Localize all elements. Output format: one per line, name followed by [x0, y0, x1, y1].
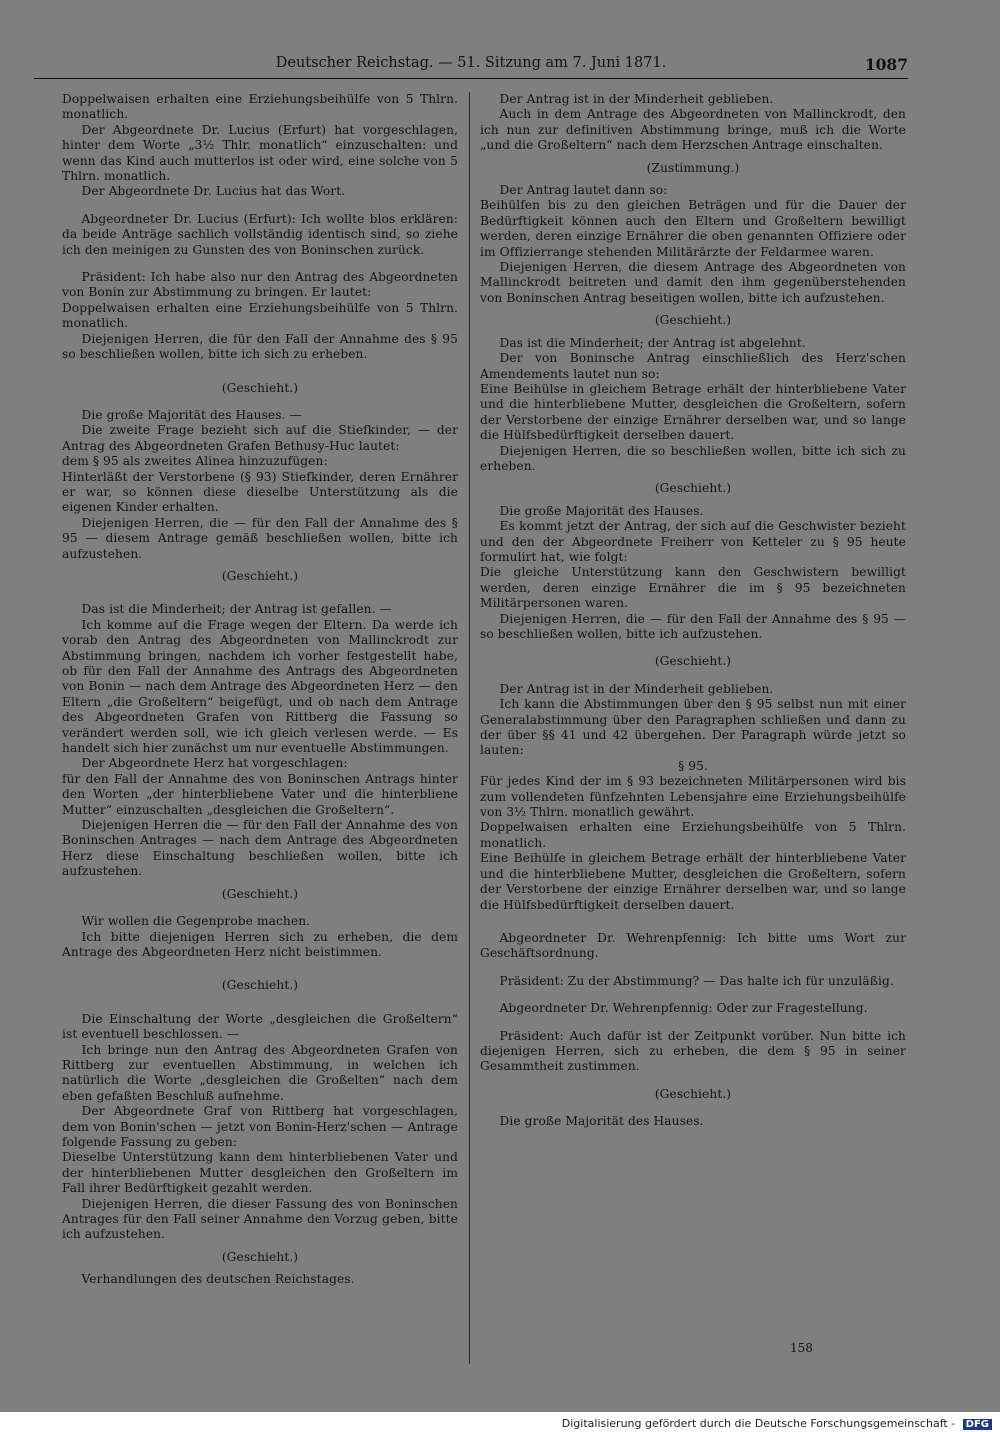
paragraph: Die große Majorität des Hauses. — [499, 503, 704, 518]
paragraph: Abgeordneter Dr. Wehrenpfennig: Oder zur Fragestellung. — [499, 1001, 868, 1016]
page-header — [34, 52, 908, 79]
right-column — [480, 92, 906, 1130]
paragraph-spacer — [480, 474, 906, 481]
paragraph-spacer — [480, 176, 906, 183]
paragraph: Verhandlungen des deutschen Reichstages. — [81, 1272, 355, 1287]
quoted-motion: Doppelwaisen erhalten eine Erziehungsbeihülfe von 5 Thlrn. monatlich. — [62, 92, 458, 122]
paragraph: Diejenigen Herren, die dieser Fassung des von Boninschen Antrages für den Fall seiner Annahme den Vorzug geben, bitte ich aufzustehen. — [62, 1196, 458, 1242]
paragraph: Der Abgeordnete Dr. Lucius hat das Wort. — [81, 184, 346, 199]
paragraph: Abgeordneter Dr. Wehrenpfennig: Ich bitte ums Wort zur Geschäftsordnung. — [480, 930, 906, 961]
paragraph: Der Antrag ist in der Minderheit geblieben. — [499, 681, 774, 696]
quoted-motion: Für jedes Kind der im § 93 bezeichneten Militärpersonen wird bis zum vollendeten fünfzehnten Lebensjahre eine Erziehungsbeihülfe von 3½ Thlrn. monatlich gewährt. — [480, 774, 906, 820]
paragraph: Diejenigen Herren, die für den Fall der Annahme des § 95 so beschließen wollen, bitte ich sich zu erheben. — [62, 331, 458, 362]
paragraph: Diejenigen Herren, die — für den Fall der Annahme des § 95 — so beschließen wollen, bitte ich aufzustehen. — [480, 611, 906, 641]
paragraph: Ich bitte diejenigen Herren sich zu erheben, die dem Antrage des Abgeordneten Herz nicht beistimmen. — [62, 929, 458, 959]
paragraph-spacer — [62, 960, 458, 978]
paragraph: Diejenigen Herren, die — für den Fall der Annahme des § 95 — diesem Antrage gemäß beschließen wollen, bitte ich aufzustehen. — [62, 515, 458, 561]
paragraph-spacer — [62, 562, 458, 569]
paragraph-spacer — [480, 306, 906, 313]
centered-note: (Geschieht.) — [654, 1086, 732, 1101]
paragraph-spacer — [480, 642, 906, 654]
signature-folio: 158 — [790, 1341, 813, 1355]
paragraph-spacer — [62, 902, 458, 914]
quoted-motion: Eine Beihülse in gleichem Betrage erhält der hinterbliebene Vater und die hinterbliebene Mutter, desgleichen die Großeltern, sofern der Verstorbene der einzige Ernährer derselben war, und so lange die Hülfsbedürftigkeit derselben dauert. — [480, 381, 906, 443]
paragraph-spacer — [62, 1265, 458, 1272]
paragraph-spacer — [480, 962, 906, 974]
footer-text: Digitalisierung gefördert durch die Deutsche Forschungsgemeinschaft - — [561, 1417, 956, 1430]
centered-note: (Zustimmung.) — [646, 160, 740, 175]
paragraph: Ich komme auf die Frage wegen der Eltern. Da werde ich vorab den Antrag des Abgeordneten von Mallinckrodt zur Abstimmung bringen, nachdem ich vorher festgestellt habe, ob für den Fall der Annahme des Antrags des Abgeordneten von Bonin — nach dem Antrage des Abgeordneten Herz — den Eltern „die Großeltern“ beigefügt, und ob nach dem Antrage des Abgeordneten Grafen von Rittberg die Fassung so verändert werden soll, wie ich gleich verlesen werde. — Es handelt sich hier zunächst um nur eventuelle Abstimmungen. — [62, 617, 458, 756]
paragraph: Der Antrag ist in der Minderheit geblieben. — [499, 92, 774, 106]
paragraph-spacer — [480, 670, 906, 682]
paragraph: Der Abgeordnete Herz hat vorgeschlagen: — [81, 756, 348, 771]
centered-note: (Geschieht.) — [221, 568, 299, 583]
centered-note: § 95. — [678, 758, 708, 773]
paragraph: Wir wollen die Gegenprobe machen. — [81, 914, 311, 929]
paragraph-spacer — [62, 1243, 458, 1250]
paragraph-spacer — [62, 584, 458, 602]
left-column — [62, 92, 458, 1288]
paragraph-spacer — [480, 497, 906, 504]
paragraph: Ich kann die Abstimmungen über den § 95 selbst nun mit einer Generalabstimmung über den Paragraphen schließen und dann zu der über §§ 41 und 42 übergehen. Der Paragraph würde jetzt so lauten: — [480, 697, 906, 758]
paragraph: Auch in dem Antrage des Abgeordneten von Mallinckrodt, den ich nun zur definitiven Abstimmung bringe, muß ich die Worte „und die Großeltern“ nach dem Herzschen Antrage einschalten. — [480, 107, 906, 153]
paragraph: Präsident: Ich habe also nur den Antrag des Abgeordneten von Bonin zur Abstimmung zu bringen. Er lautet: — [62, 270, 458, 300]
paragraph-spacer — [62, 994, 458, 1012]
centered-note: (Geschieht.) — [221, 978, 299, 993]
paragraph-spacer — [480, 329, 906, 336]
digitization-footer — [562, 1417, 992, 1430]
quoted-motion: für den Fall der Annahme des von Boninschen Antrags hinter den Worten „der hinterbliebene Vater und die hinterbliene Mutter“ einzuschalten „desgleichen die Großeltern“. — [62, 771, 458, 817]
paragraph-spacer — [62, 363, 458, 381]
paragraph: Das ist die Minderheit; der Antrag ist abgelehnt. — [499, 335, 806, 350]
running-title: Deutscher Reichstag. — 51. Sitzung am 7. Juni 1871. — [275, 55, 667, 71]
paragraph: Der Antrag lautet dann so: — [499, 183, 668, 198]
centered-note: (Geschieht.) — [654, 481, 732, 496]
column-divider — [469, 92, 470, 1364]
centered-note: (Geschieht.) — [654, 654, 732, 669]
paragraph: Präsident: Zu der Abstimmung? — Das halte ich für unzuläßig. — [499, 973, 894, 988]
paragraph-spacer — [62, 200, 458, 212]
paragraph-spacer — [62, 396, 458, 408]
paragraph: Der von Boninsche Antrag einschließlich des Herz'schen Amendements lautet nun so: — [480, 351, 906, 381]
paragraph-spacer — [62, 258, 458, 270]
quoted-motion: Eine Beihülfe in gleichem Betrage erhält der hinterbliebene Vater und die hinterbliebene Mutter, desgleichen die Großeltern, sofern der Verstorbene der einzige Ernährer derselben war, und so lange die Hülfsbedürftigkeit derselben dauert. — [480, 851, 906, 912]
paragraph: Präsident: Auch dafür ist der Zeitpunkt vorüber. Nun bitte ich diejenigen Herren, sich zu erheben, die dem § 95 in seiner Gesammtheit zustimmen. — [480, 1028, 906, 1074]
paragraph: Die zweite Frage bezieht sich auf die Stiefkinder, — der Antrag des Abgeordneten Grafen Bethusy-Huc lautet: — [62, 423, 458, 453]
quoted-motion: Hinterläßt der Verstorbene (§ 93) Stiefkinder, deren Ernährer er war, so können diese dieselbe Unterstützung als die eigenen Kinder erhalten. — [62, 469, 458, 515]
centered-note: (Geschieht.) — [221, 380, 299, 395]
quoted-motion: Beihülfen bis zu den gleichen Beträgen und für die Dauer der Bedürftigkeit können auch den Eltern und Großeltern bewilligt werden, deren einzige Ernährer die oben genannten Offiziere oder im Offizierrange stehenden Militärärzte der Feldarmee waren. — [480, 198, 906, 259]
paragraph: Diejenigen Herren die — für den Fall der Annahme des von Boninschen Antrages — nach dem Antrage des Abgeordneten Herz diese Einschaltung beschließen wollen, bitte ich aufzustehen. — [62, 818, 458, 879]
quoted-motion: dem § 95 als zweites Alinea hinzuzufügen: — [62, 454, 328, 469]
paragraph-spacer — [480, 154, 906, 161]
quoted-motion: Doppelwaisen erhalten eine Erziehungsbeihülfe von 5 Thlrn. monatlich. — [480, 820, 906, 850]
paragraph: Ich bringe nun den Antrag des Abgeordneten Grafen von Rittberg zur eventuellen Abstimmung, in welchen ich natürlich die Worte „desgleichen die Großelten“ nach dem eben gefaßten Beschluß aufnehme. — [62, 1042, 458, 1103]
paragraph: Die Einschaltung der Worte „desgleichen die Großeltern“ ist eventuell beschlossen. — — [62, 1011, 458, 1042]
paragraph: Es kommt jetzt der Antrag, der sich auf die Geschwister bezieht und den der Abgeordnete Freiherr von Ketteler zu § 95 heute formulirt hat, wie folgt: — [480, 519, 906, 564]
paragraph: Abgeordneter Dr. Lucius (Erfurt): Ich wollte blos erklären: da beide Anträge sachlich vollständig identisch sind, so ziehe ich den meinigen zu Gunsten des von Boninschen zurück. — [62, 211, 458, 257]
paragraph-spacer — [480, 913, 906, 931]
centered-note: (Geschieht.) — [654, 313, 732, 328]
paragraph: Der Abgeordnete Dr. Lucius (Erfurt) hat vorgeschlagen, hinter dem Worte „3½ Thlr. monatlich“ einzuschalten: und wenn das Kind auch mutterlos ist oder wird, eine solche von 5 Thlrn. monatlich. — [62, 122, 458, 184]
quoted-motion: Die gleiche Unterstützung kann den Geschwistern bewilligt werden, deren einzige Ernährer die im § 95 bezeichneten Militärpersonen waren. — [480, 565, 906, 611]
paragraph-spacer — [480, 1017, 906, 1029]
paragraph-spacer — [62, 880, 458, 887]
paragraph-spacer — [480, 989, 906, 1001]
paragraph: Die große Majorität des Hauses. — [499, 1114, 704, 1129]
paragraph-spacer — [480, 1075, 906, 1087]
paragraph-spacer — [480, 1102, 906, 1114]
paragraph: Der Abgeordnete Graf von Rittberg hat vorgeschlagen, dem von Bonin'schen — jetzt von Bonin-Herz'schen — Antrage folgende Fassung zu geben: — [62, 1104, 458, 1149]
paragraph: Diejenigen Herren, die diesem Antrage des Abgeordneten von Mallinckrodt beitreten und damit den ihm gegenüberstehenden von Boninschen Antrag beseitigen wollen, bitte ich aufzustehen. — [480, 260, 906, 305]
dfg-logo: DFG — [963, 1419, 992, 1430]
paragraph: Diejenigen Herren, die so beschließen wollen, bitte ich sich zu erheben. — [480, 443, 906, 473]
paragraph: Die große Majorität des Hauses. — — [81, 407, 302, 422]
quoted-motion: Dieselbe Unterstützung kann dem hinterbliebenen Vater und der hinterbliebenen Mutter desgleichen den Großeltern im Fall ihrer Bedürftigkeit gezahlt werden. — [62, 1150, 458, 1196]
centered-note: (Geschieht.) — [221, 886, 299, 901]
quoted-motion: Doppelwaisen erhalten eine Erziehungsbeihülfe von 5 Thlrn. monatlich. — [62, 300, 458, 331]
paragraph: Das ist die Minderheit; der Antrag ist gefallen. — — [81, 602, 392, 617]
centered-note: (Geschieht.) — [221, 1249, 299, 1264]
page-number: 1087 — [864, 55, 908, 74]
